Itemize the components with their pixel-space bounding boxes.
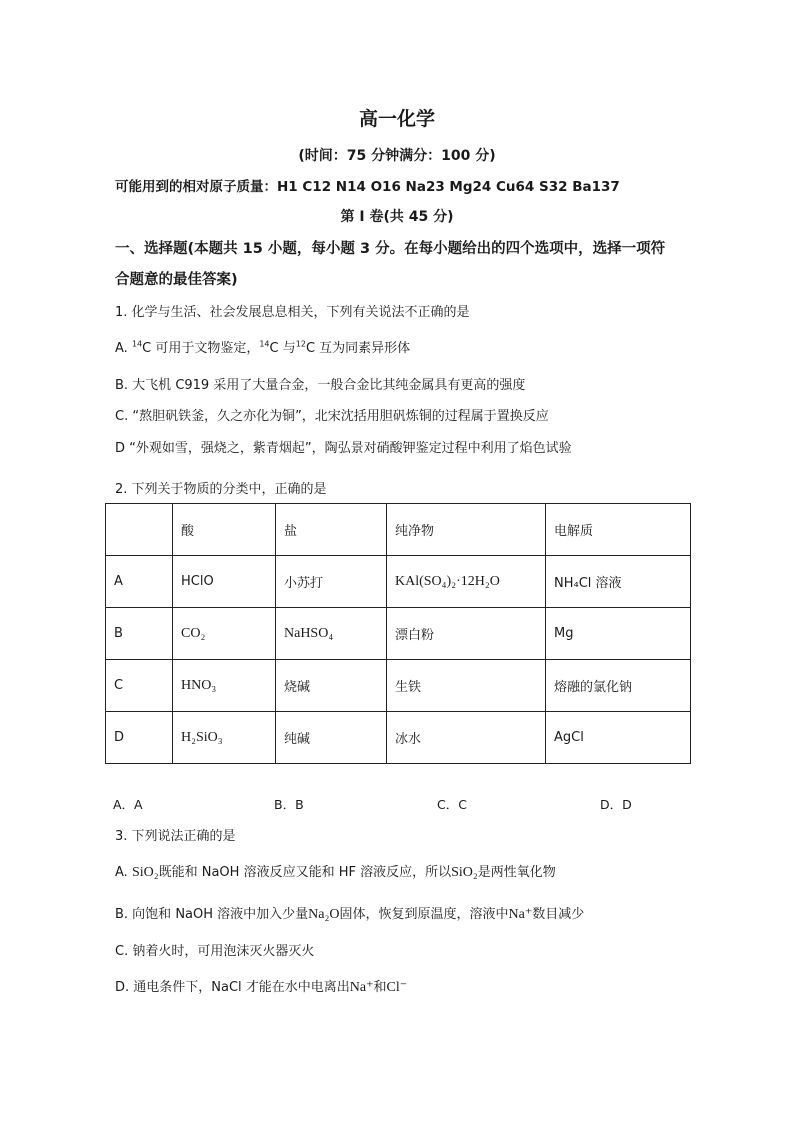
table-cell: 冰水 [387, 712, 546, 764]
q2-answer-a: A．A [113, 797, 143, 812]
table-cell: 漂白粉 [387, 608, 546, 660]
q1-option-d: D “外观如雪，强烧之，紫青烟起”，陶弘景对硝酸钾鉴定过程中利用了焰色试验 [115, 441, 572, 456]
table-row [106, 556, 691, 608]
part-title: 第 I 卷(共 45 分) [340, 209, 454, 225]
exam-time-info: (时间：75 分钟满分：100 分) [298, 148, 496, 164]
q1-stem: 1. 化学与生活、社会发展息息相关，下列有关说法不正确的是 [115, 305, 470, 320]
table-header-cell: 电解质 [546, 504, 691, 556]
table-cell: HNO₃ [173, 660, 276, 712]
section-instructions-line2: 合题意的最佳答案) [115, 272, 238, 288]
q2-stem: 2. 下列关于物质的分类中，正确的是 [115, 482, 327, 497]
table-row [106, 712, 691, 764]
table-cell: 生铁 [387, 660, 546, 712]
table-cell: H₂SiO₃ [173, 712, 276, 764]
table-cell: KAl(SO₄)₂·12H₂O [387, 556, 546, 608]
table-cell: A [106, 556, 173, 608]
q1-option-c: C. “熬胆矾铁釜，久之亦化为铜”，北宋沈括用胆矾炼铜的过程属于置换反应 [115, 409, 549, 424]
table-cell: NaHSO₄ [276, 608, 387, 660]
table-cell: 熔融的氯化钠 [546, 660, 691, 712]
q2-answer-d: D．D [600, 797, 632, 812]
table-cell: HClO [173, 556, 276, 608]
table-header-cell: 纯净物 [387, 504, 546, 556]
table-cell: NH₄Cl 溶液 [546, 556, 691, 608]
table-header-cell: 盐 [276, 504, 387, 556]
table-row [106, 608, 691, 660]
q2-answer-c: C．C [437, 797, 467, 812]
table-cell: D [106, 712, 173, 764]
table-cell: AgCl [546, 712, 691, 764]
q3-option-c: C. 钠着火时，可用泡沫灭火器灭火 [115, 944, 315, 959]
atomic-mass-info: 可能用到的相对原子质量：H1 C12 N14 O16 Na23 Mg24 Cu64 S32 Ba137 [115, 179, 620, 195]
table-header-cell [106, 504, 173, 556]
q3-option-a: A. SiO₂既能和 NaOH 溶液反应又能和 HF 溶液反应，所以SiO₂是两性氧化物 [115, 865, 556, 880]
q1-option-a: A. $^{14}$C 可用于文物鉴定，$^{14}$C 与$^{12}$C 互为同素异形体 [115, 339, 411, 356]
table-cell: 烧碱 [276, 660, 387, 712]
q2-answer-b: B．B [274, 797, 304, 812]
classification-table [105, 503, 691, 764]
q3-stem: 3. 下列说法正确的是 [115, 829, 236, 844]
table-header-row [106, 504, 691, 556]
table-row [106, 660, 691, 712]
table-cell: C [106, 660, 173, 712]
table-cell: B [106, 608, 173, 660]
table-cell: CO₂ [173, 608, 276, 660]
q1-option-b: B. 大飞机 C919 采用了大量合金，一般合金比其纯金属具有更高的强度 [115, 378, 526, 393]
q3-option-d: D. 通电条件下，NaCl 才能在水中电离出Na⁺和Cl⁻ [115, 980, 408, 995]
q3-option-b: B. 向饱和 NaOH 溶液中加入少量Na₂O固体，恢复到原温度，溶液中Na⁺数目减少 [115, 907, 585, 922]
table-cell: 纯碱 [276, 712, 387, 764]
table-cell: 小苏打 [276, 556, 387, 608]
page-title: 高一化学 [358, 108, 435, 130]
table-header-cell: 酸 [173, 504, 276, 556]
table-cell: Mg [546, 608, 691, 660]
section-instructions-line1: 一、选择题(本题共 15 小题，每小题 3 分。在每小题给出的四个选项中，选择一项符 [115, 241, 666, 257]
